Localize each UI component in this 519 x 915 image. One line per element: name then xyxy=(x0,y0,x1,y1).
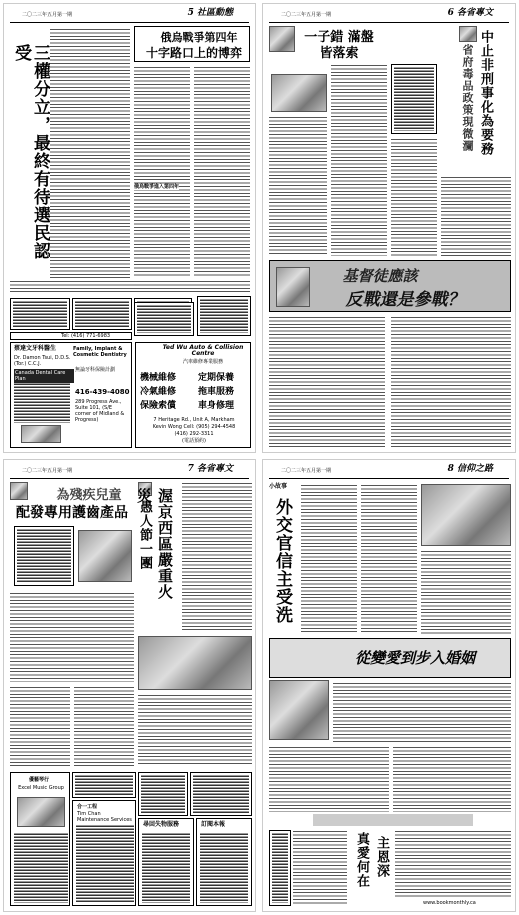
auto-service-3: 冷氣維修 xyxy=(140,387,177,397)
group-photo xyxy=(138,636,252,690)
wedding-photo xyxy=(269,680,329,740)
ad-card xyxy=(138,772,188,816)
header-date: 二〇二三年五月第一期 xyxy=(22,468,73,474)
maint-cn: 合一工程 xyxy=(77,804,98,810)
ad-business-card xyxy=(72,298,132,330)
clinic-doctor: Dr. Damon Tsui, D.D.S.(Tor.) C.C.J. xyxy=(14,355,71,367)
ad-tel-box xyxy=(10,332,132,340)
article-body xyxy=(134,66,190,276)
vertical-headline: 渥京西區嚴重火災 xyxy=(135,488,174,600)
author-photo xyxy=(459,26,477,42)
headline-1: 為殘疾兒童 xyxy=(56,488,122,503)
ad-dental-clinic xyxy=(10,342,132,448)
sidebar-box xyxy=(391,64,437,134)
article-body xyxy=(10,592,134,682)
auto-address: 7 Heritage Rd., Unit A, Markham xyxy=(153,417,235,423)
maint-name: Tim Chan Maintenance Services xyxy=(77,811,132,823)
inset-article-box xyxy=(14,526,74,586)
article-body xyxy=(10,280,250,294)
article-body xyxy=(74,686,134,766)
clinic-note: 無論牙科保險計劃 xyxy=(75,367,116,373)
auto-service-6: 車身修理 xyxy=(198,401,235,411)
ad-realestate xyxy=(72,772,136,798)
clinic-org: 蔡達文牙科醫生 xyxy=(14,345,57,352)
war-title-line1: 俄烏戰爭第四年 xyxy=(160,31,238,44)
auto-service-4: 拖車服務 xyxy=(198,387,235,397)
headline-vertical: 三權分立，最終有待選民認受 xyxy=(11,44,50,260)
music-name: Excel Music Group xyxy=(18,785,64,791)
article-body xyxy=(293,830,347,906)
ad-rect xyxy=(197,296,251,336)
column-title: 一子錯 滿盤皆落索 xyxy=(304,30,374,61)
auto-cn: 汽車維修專業服務 xyxy=(182,359,223,365)
music-cn: 優藝琴行 xyxy=(29,777,50,783)
footer-url[interactable]: www.bookmonthly.ca xyxy=(423,900,476,906)
ad-rect xyxy=(134,302,194,336)
ad-subscribe xyxy=(196,818,252,906)
article-body xyxy=(182,482,252,632)
war-title-box xyxy=(134,26,250,62)
article-body xyxy=(194,66,250,276)
banner-wedding xyxy=(269,638,511,678)
banner-photo xyxy=(276,267,310,307)
article-body xyxy=(391,316,511,448)
clinic-phone: 416-439-4080 xyxy=(75,388,130,396)
ad-business-card xyxy=(10,298,70,330)
page-7 xyxy=(3,459,256,912)
article-body xyxy=(361,484,417,634)
section-title: 6 各省專文 xyxy=(447,8,493,18)
ad-auto-centre xyxy=(135,342,251,448)
section-title: 5 社區動態 xyxy=(187,8,233,18)
tag-photo xyxy=(10,482,28,500)
article-body xyxy=(331,64,387,256)
page-5 xyxy=(3,3,256,453)
article-body xyxy=(333,682,511,742)
page-8 xyxy=(262,459,516,912)
section-title: 8 信仰之路 xyxy=(447,464,493,474)
auto-name: Ted Wu Auto & Collision Centre xyxy=(162,344,244,357)
auto-service-1: 機械維修 xyxy=(140,373,177,383)
article-body xyxy=(301,484,357,634)
banner-christian-war xyxy=(269,260,511,312)
page-header xyxy=(269,464,509,479)
article-photo xyxy=(421,484,511,546)
article-body xyxy=(391,138,437,256)
article-body xyxy=(421,550,511,634)
clinic-address: 289 Progress Ave., Suite 101, (S/E corner of Midland & Progress) xyxy=(75,399,125,423)
clinic-title: Family, Implant & Cosmetic Dentistry xyxy=(73,346,127,358)
piano-image xyxy=(17,797,65,827)
subscribe-title: 訂閱本報 xyxy=(201,821,226,828)
ad-lost-found xyxy=(138,818,194,906)
tel-text: Tel: (416) 771-6983 xyxy=(61,333,111,339)
page-6 xyxy=(262,3,516,453)
article-body xyxy=(50,28,130,278)
ad-card xyxy=(190,772,252,816)
lost-title: 尋回失物服務 xyxy=(143,821,180,828)
article-body xyxy=(10,686,70,766)
auto-tel: (416) 292-3311 xyxy=(174,431,214,437)
ad-music xyxy=(10,772,70,906)
header-date: 二〇二三年五月第一期 xyxy=(22,12,73,18)
banner-headline: 從變愛到步入婚姻 xyxy=(354,649,475,667)
closing-vertical: 真愛何在 xyxy=(354,832,369,888)
sub-heading: 俄烏戰爭進入第四年 xyxy=(134,184,180,190)
article-body xyxy=(138,694,252,766)
closing-vertical-2: 主恩深 xyxy=(374,836,389,878)
page-header xyxy=(10,464,249,479)
column-tag: 小故事 xyxy=(269,483,288,490)
page-header xyxy=(10,8,249,23)
clinic-tag: Canada Dental Care Plan xyxy=(14,369,74,383)
article-body xyxy=(269,746,389,812)
banner-line1: 基督徒應該 xyxy=(342,267,418,285)
auto-service-2: 定期保養 xyxy=(198,373,235,383)
article-photo xyxy=(78,530,132,582)
clinic-services xyxy=(14,383,70,423)
banner-line2: 反戰還是參戰？ xyxy=(345,290,465,310)
article-body xyxy=(395,830,511,898)
header-date: 二〇二三年五月第一期 xyxy=(281,12,332,18)
section-title: 7 各省專文 xyxy=(187,464,233,474)
headline-2: 配發專用護齒產品 xyxy=(16,505,128,521)
article-body xyxy=(441,176,511,256)
page-header xyxy=(269,8,509,23)
vertical-headline: 外交官信主受洗 xyxy=(272,498,292,624)
ad-maintenance xyxy=(72,800,136,906)
auto-service-5: 保險索償 xyxy=(140,401,177,411)
header-date: 二〇二三年五月第一期 xyxy=(281,468,332,474)
auto-note: (電話預約) xyxy=(182,438,206,444)
vertical-title-2: 省府毒品政策現微瀾 xyxy=(461,44,474,152)
vertical-sub: 愚人節一團 xyxy=(137,500,152,570)
auto-contact: Kevin Wong Cell: (905) 294-4548 xyxy=(152,424,236,430)
article-body xyxy=(393,746,511,812)
war-title-line2: 十字路口上的博弈 xyxy=(145,46,242,60)
article-body xyxy=(269,316,385,448)
closing-box xyxy=(269,830,291,906)
article-body xyxy=(269,116,327,256)
cloud-art xyxy=(313,814,473,826)
vertical-title-1: 中止非刑事化為要務 xyxy=(478,30,493,156)
column-header-photo xyxy=(269,26,295,52)
tooth-image xyxy=(21,425,61,443)
article-photo xyxy=(271,74,327,112)
